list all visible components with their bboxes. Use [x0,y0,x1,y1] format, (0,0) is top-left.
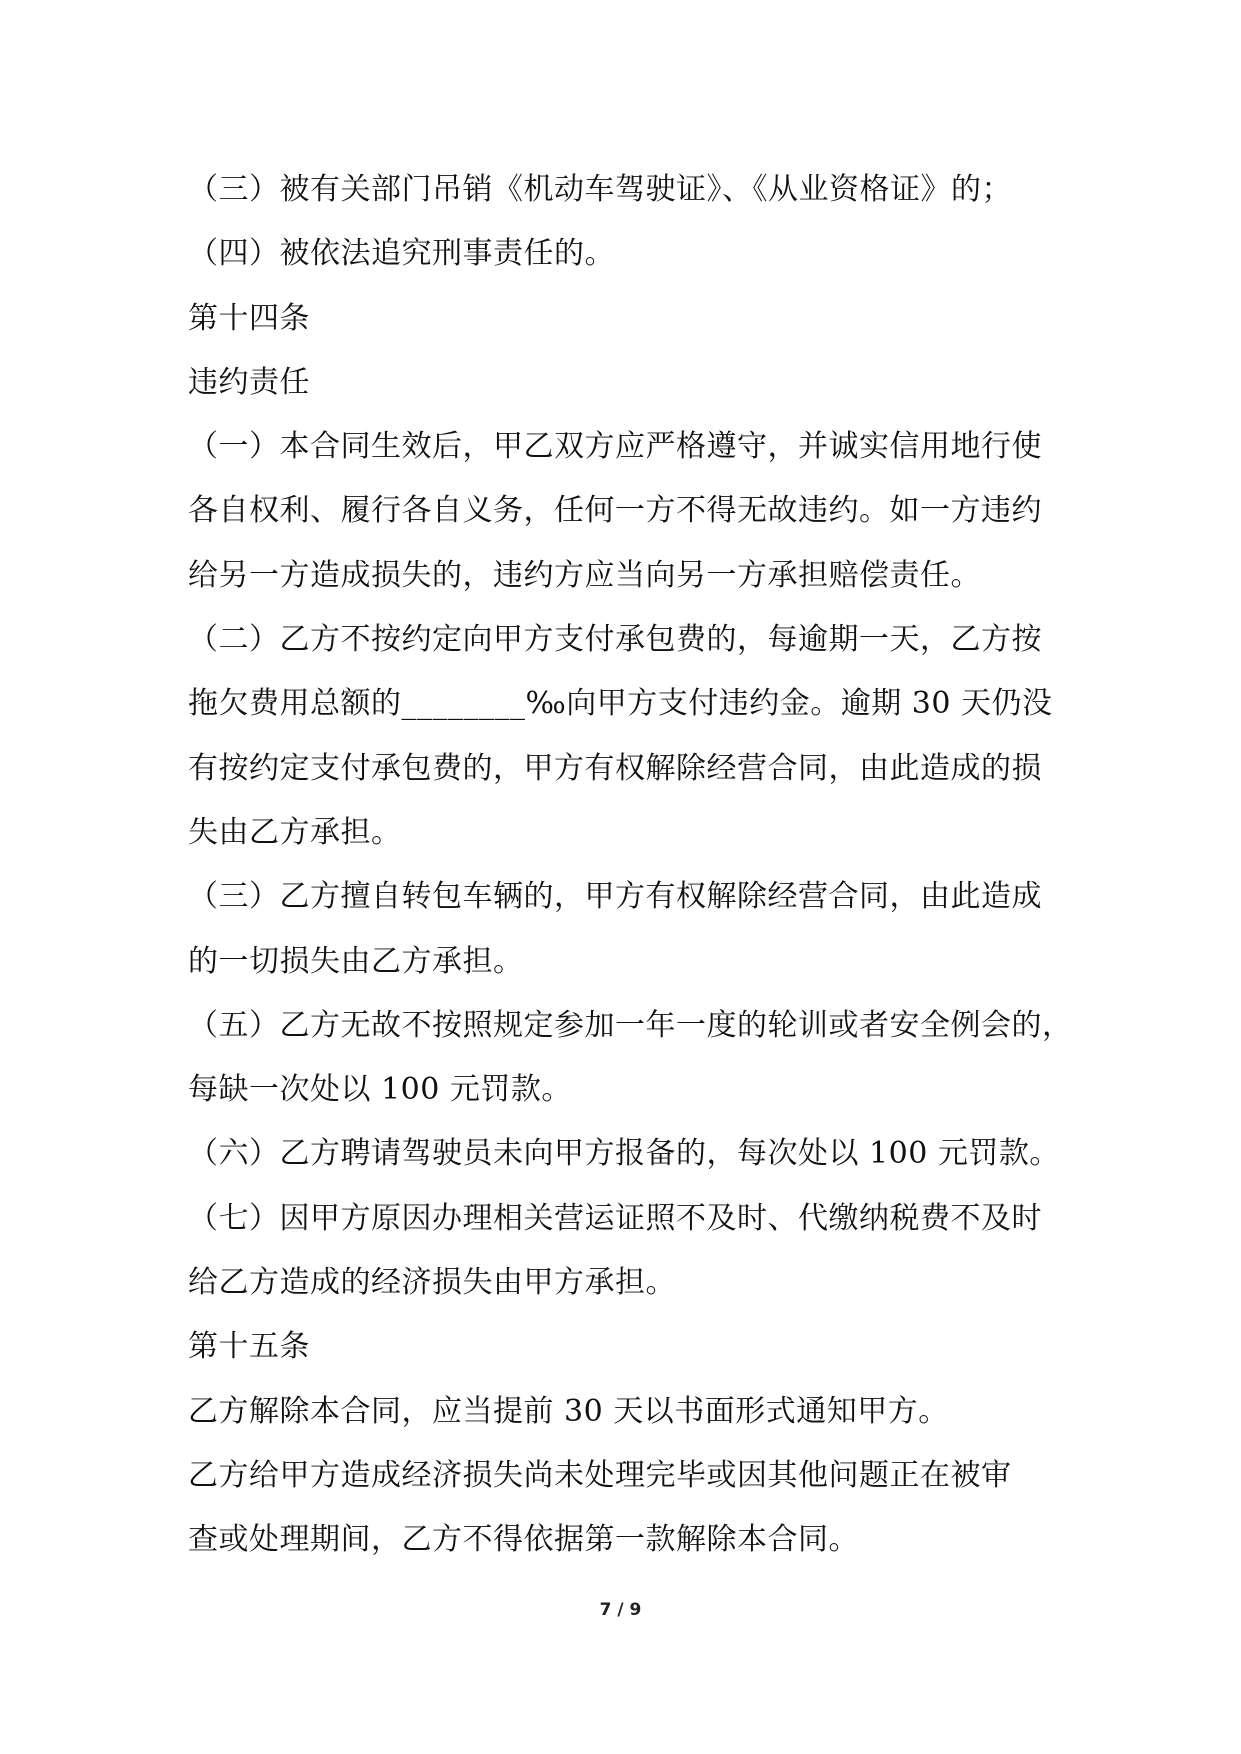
text-line: 拖欠费用总额的________‰向甲方支付违约金。逾期 30 天仍没 [188,686,1053,722]
text-line: 的一切损失由乙方承担。 [188,943,524,979]
text-line: 有按约定支付承包费的，甲方有权解除经营合同，由此造成的损 [188,750,1042,786]
text-line: 查或处理期间，乙方不得依据第一款解除本合同。 [188,1522,859,1558]
text-line: （四）被依法追究刑事责任的。 [188,236,615,272]
text-line: 失由乙方承担。 [188,814,402,850]
article-heading: 第十五条 [188,1329,310,1365]
text-line: （五）乙方无故不按照规定参加一年一度的轮训或者安全例会的， [188,1007,1073,1043]
text-line: （三）乙方擅自转包车辆的，甲方有权解除经营合同，由此造成 [188,879,1042,915]
text-line: 给另一方造成损失的，违约方应当向另一方承担赔偿责任。 [188,557,981,593]
text-line: （七）因甲方原因办理相关营运证照不及时、代缴纳税费不及时 [188,1200,1042,1236]
text-line: （六）乙方聘请驾驶员未向甲方报备的，每次处以 100 元罚款。 [188,1136,1060,1172]
text-line: 乙方解除本合同，应当提前 30 天以书面形式通知甲方。 [188,1393,949,1429]
page-number: 7 / 9 [599,1600,642,1620]
text-line: 每缺一次处以 100 元罚款。 [188,1072,572,1108]
text-line: 给乙方造成的经济损失由甲方承担。 [188,1265,676,1301]
article-heading: 第十四条 [188,300,310,336]
text-line: （二）乙方不按约定向甲方支付承包费的，每逾期一天，乙方按 [188,622,1042,658]
document-body [188,158,1088,1573]
section-title: 违约责任 [188,364,310,400]
text-line: 各自权利、履行各自义务，任何一方不得无故违约。如一方违约 [188,493,1042,529]
text-line: （一）本合同生效后，甲乙双方应严格遵守，并诚实信用地行使 [188,429,1042,465]
text-line: 乙方给甲方造成经济损失尚未处理完毕或因其他问题正在被审 [188,1457,1012,1493]
text-line: （三）被有关部门吊销《机动车驾驶证》、《从业资格证》的； [188,172,1012,207]
